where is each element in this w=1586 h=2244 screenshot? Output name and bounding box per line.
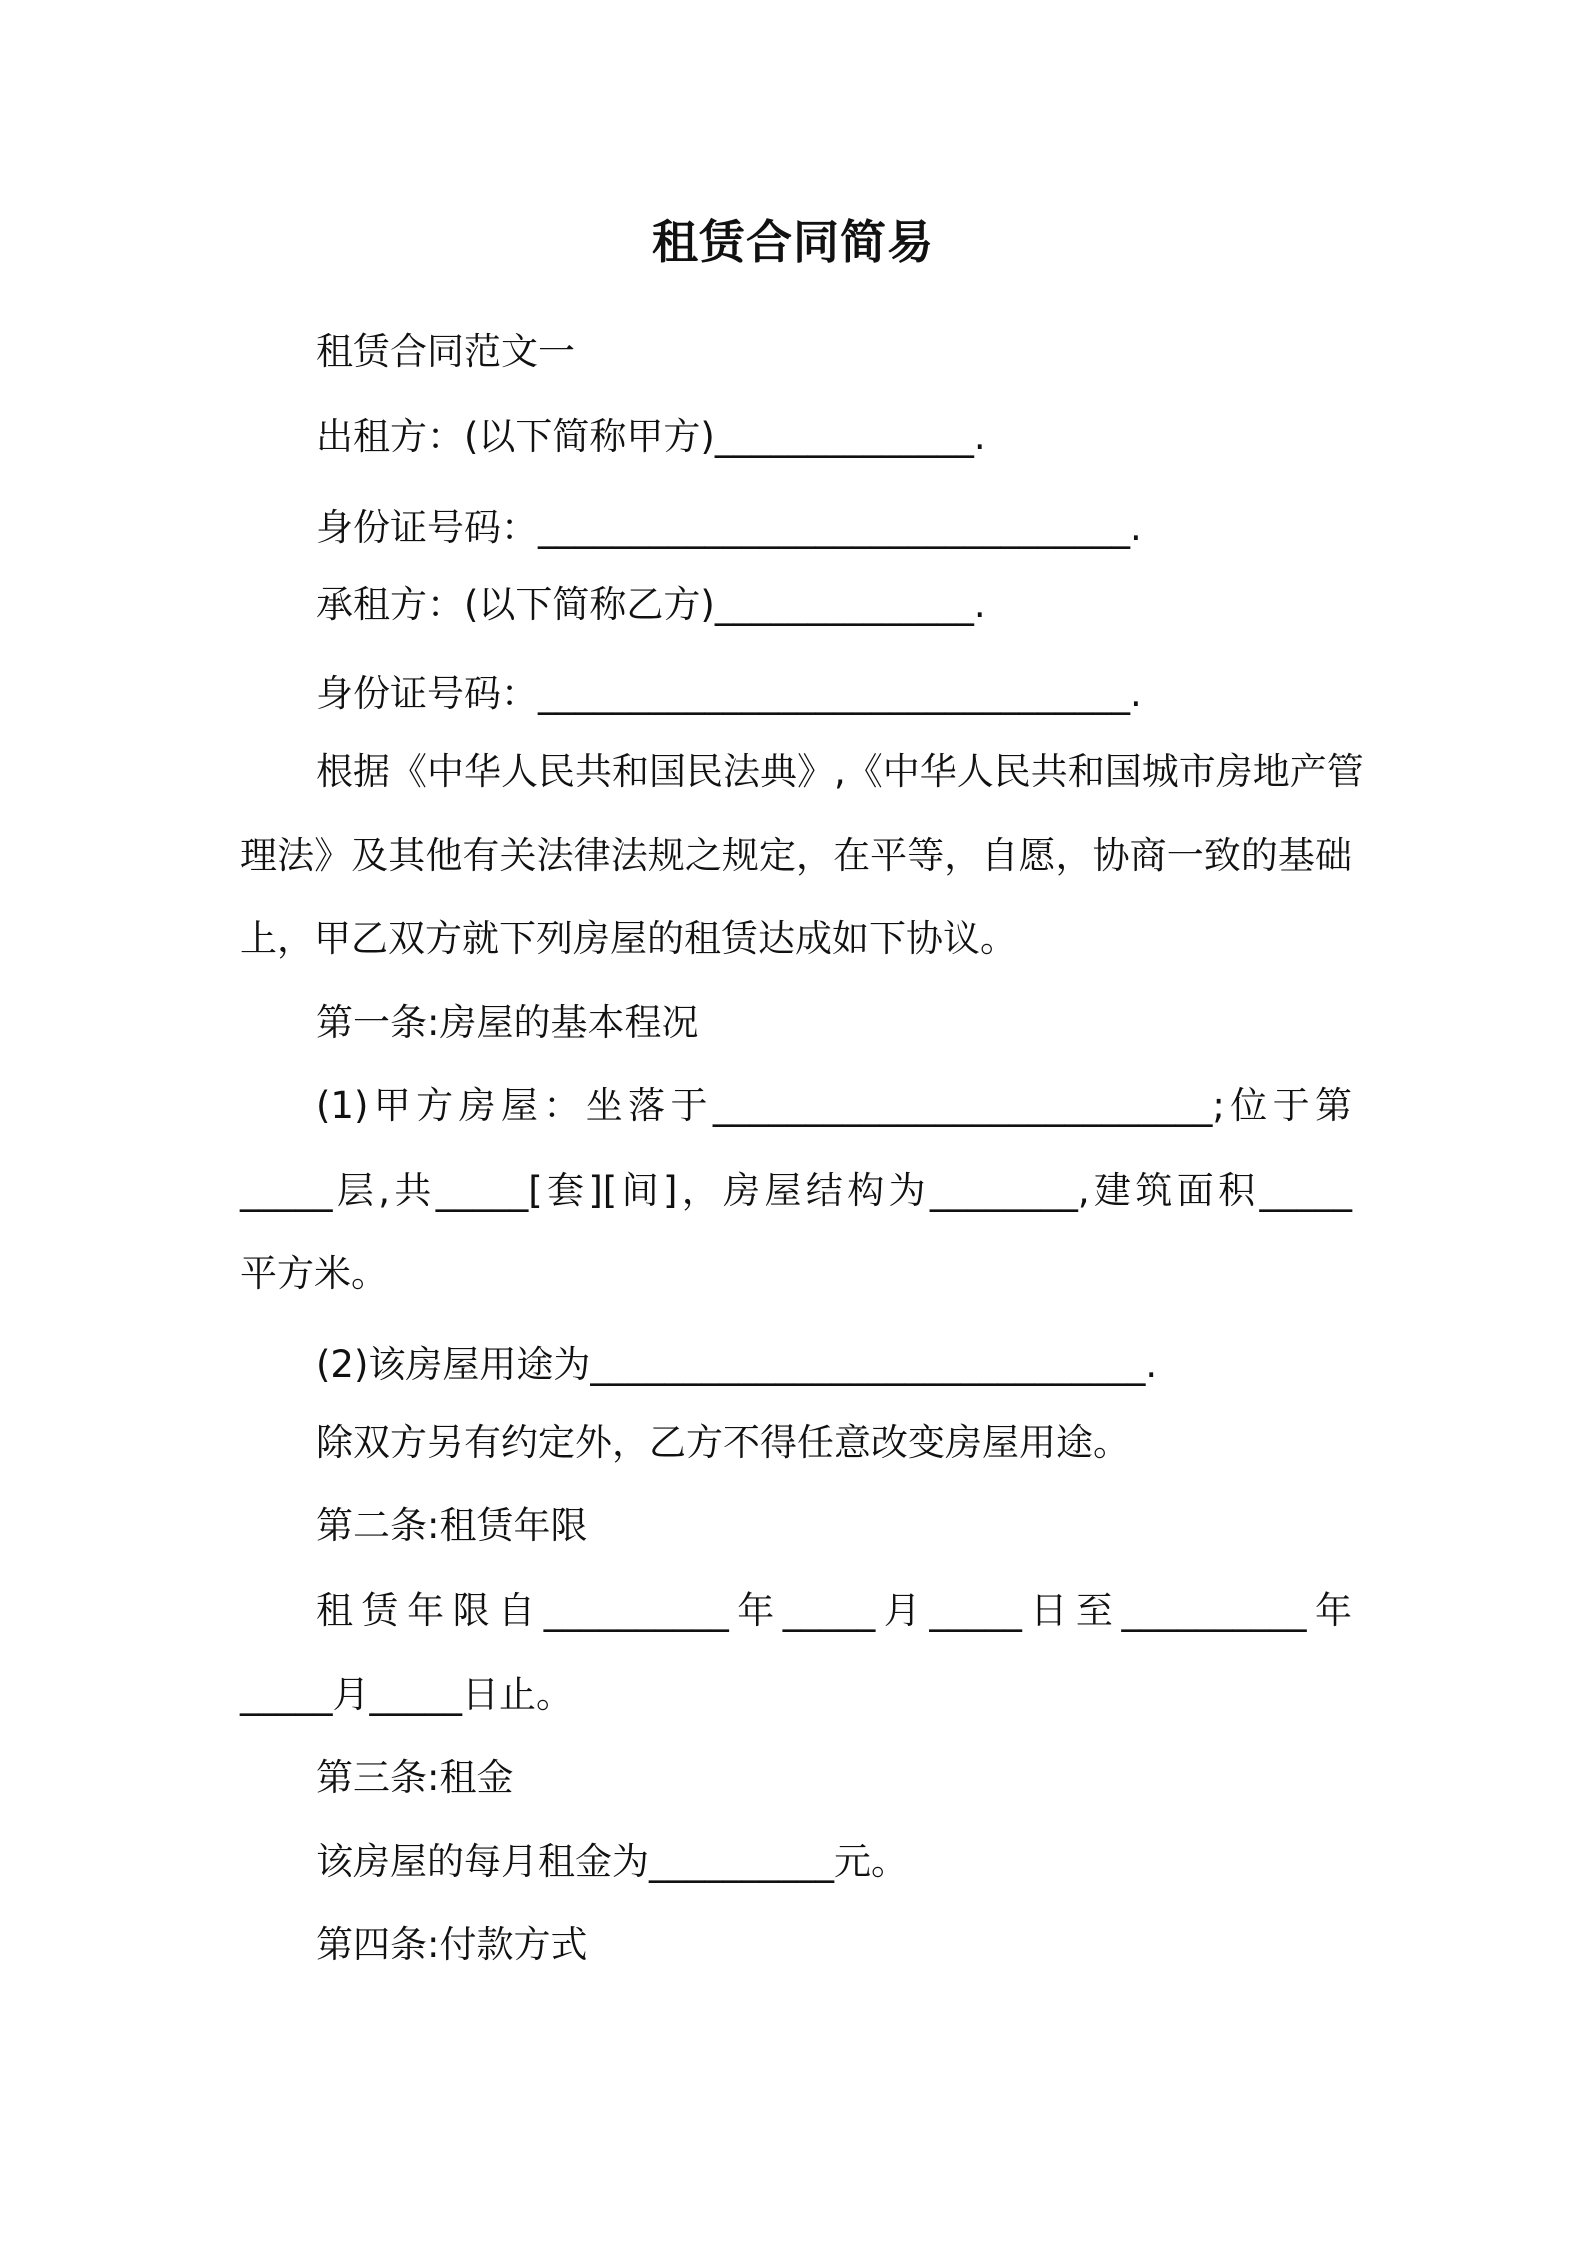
preamble-line-1: 根据《中华人民共和国民法典》,《中华人民共和国城市房地产管 bbox=[316, 750, 1364, 793]
article-3-rent-line: 该房屋的每月租金为__________元。 bbox=[316, 1840, 908, 1883]
article-1-usage-note: 除双方另有约定外，乙方不得任意改变房屋用途。 bbox=[316, 1421, 1130, 1464]
article-3-heading: 第三条:租金 bbox=[316, 1756, 514, 1799]
article-2-term-line-2: _____月_____日止。 bbox=[240, 1673, 573, 1716]
lessee-id-line: 身份证号码：________________________________. bbox=[316, 672, 1142, 715]
preamble-line-2: 理法》及其他有关法律法规之规定，在平等，自愿，协商一致的基础 bbox=[240, 834, 1352, 877]
article-1-heading: 第一条:房屋的基本程况 bbox=[316, 1001, 699, 1044]
lessor-line: 出租方：(以下简称甲方)______________. bbox=[316, 415, 986, 458]
document-title: 租赁合同简易 bbox=[652, 215, 934, 269]
preamble-line-3: 上，甲乙双方就下列房屋的租赁达成如下协议。 bbox=[240, 917, 1017, 960]
article-1-item-1-line-3: 平方米。 bbox=[240, 1252, 388, 1295]
article-2-heading: 第二条:租赁年限 bbox=[316, 1504, 588, 1547]
article-4-heading: 第四条:付款方式 bbox=[316, 1923, 588, 1966]
article-1-item-1-line-2: _____层,共_____[套][间]，房屋结构为________,建筑面积_____ bbox=[240, 1169, 1352, 1212]
article-1-item-1-line-1: (1)甲方房屋：坐落于___________________________;位于第 bbox=[316, 1084, 1352, 1127]
article-1-item-2: (2)该房屋用途为______________________________. bbox=[316, 1343, 1158, 1386]
article-2-term-line-1: 租赁年限自__________年_____月_____日至__________年 bbox=[316, 1589, 1352, 1632]
lessee-line: 承租方：(以下简称乙方)______________. bbox=[316, 583, 986, 626]
subtitle-line: 租赁合同范文一 bbox=[316, 330, 575, 373]
lessor-id-line: 身份证号码：________________________________. bbox=[316, 506, 1142, 549]
